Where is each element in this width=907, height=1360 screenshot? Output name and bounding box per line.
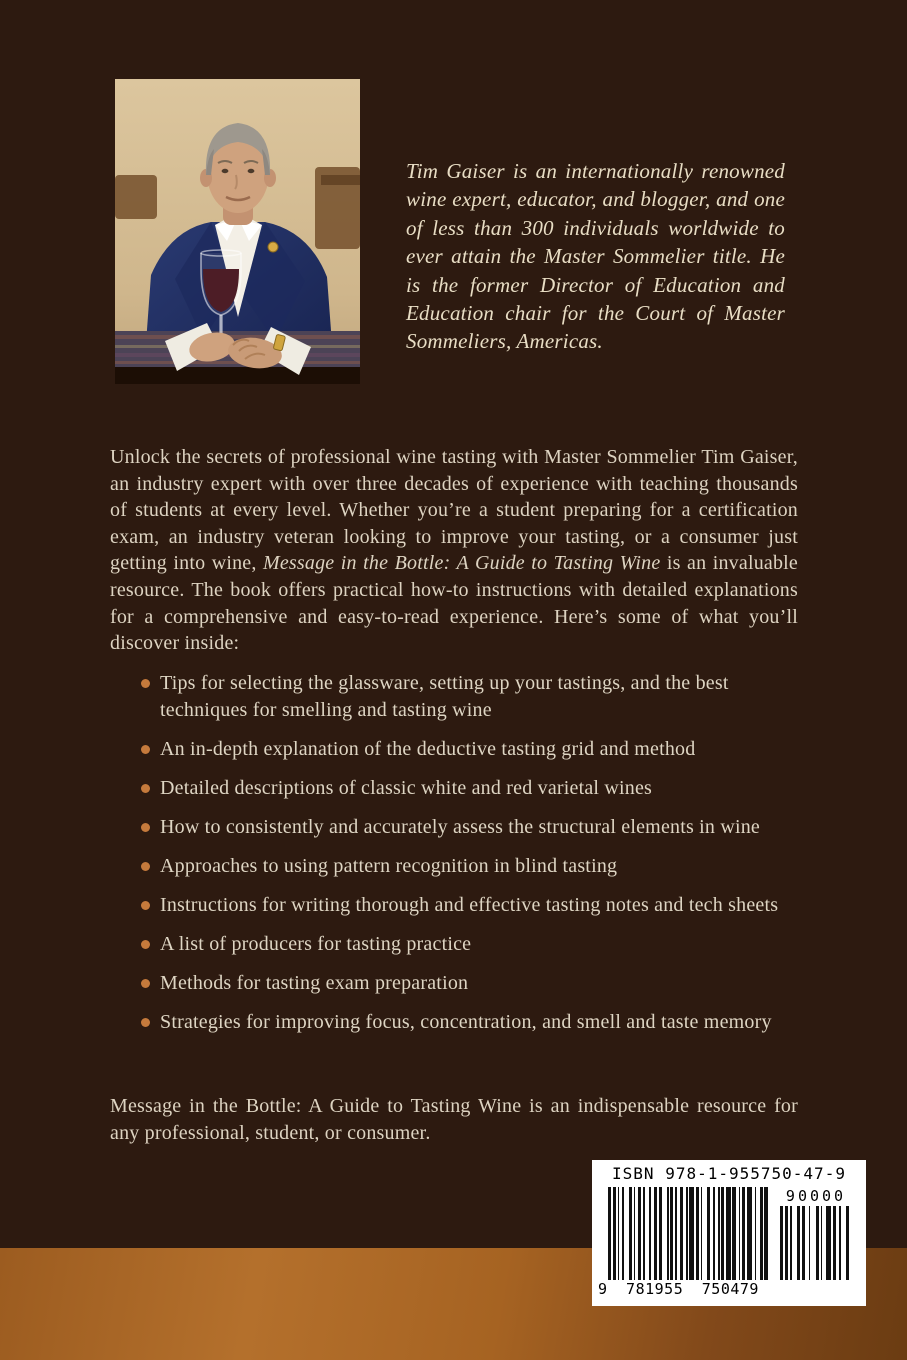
list-item-text: Methods for tasting exam preparation	[160, 972, 469, 994]
list-item-text: Instructions for writing thorough and effective tasting notes and tech sheets	[160, 894, 779, 916]
list-item	[110, 814, 805, 841]
isbn-barcode	[592, 1160, 866, 1306]
list-item-text: Strategies for improving focus, concentration, and smell and taste memory	[160, 1011, 772, 1033]
closing-statement: Message in the Bottle: A Guide to Tasting Wine is an indispensable resource for any professional, student, or consumer.	[110, 1095, 798, 1144]
barcode-addon-label: 90000	[785, 1187, 847, 1205]
bullet-icon	[141, 862, 150, 871]
list-item	[110, 775, 805, 802]
bullet-icon	[141, 901, 150, 910]
barcode-bars-addon	[780, 1206, 852, 1280]
list-item	[110, 1009, 805, 1036]
bullet-icon	[141, 1018, 150, 1027]
barcode-bars-main	[608, 1187, 768, 1280]
bullet-icon	[141, 940, 150, 949]
isbn-label: ISBN 978-1-955750-47-9	[612, 1164, 846, 1183]
barcode-digits: 9 781955 750479	[598, 1280, 759, 1298]
list-item-text: How to consistently and accurately assess the structural elements in wine	[160, 816, 760, 838]
list-item-text: Tips for selecting the glassware, setting up your tastings, and the best techniques for smelling and tasting wine	[160, 672, 729, 721]
bullet-icon	[141, 745, 150, 754]
list-item-text: A list of producers for tasting practice	[160, 933, 472, 955]
author-bio: Tim Gaiser is an internationally renowned wine expert, educator, and blogger, and one of less than 300 individuals worldwide to ever attain the Master Sommelier title. He is the former Director of Education and Education chair for the Court of Master Sommeliers, Americas.	[406, 159, 785, 354]
book-description: Unlock the secrets of professional wine tasting with Master Sommelier Tim Gaiser, an industry expert with over three decades of experience with teaching thousands of students at every level. Whether you’re a student preparing for a certification exam, an industry veteran looking to improve your tasting, or a consumer just getting into wine, Message in the Bottle: A Guide to Tasting Wine is an invaluable resource. The book offers practical how-to instructions with detailed explanations for a comprehensive and easy-to-read experience. Here’s some of what you’ll discover inside:	[110, 446, 799, 655]
author-photo	[115, 79, 360, 384]
list-item-text: Approaches to using pattern recognition in blind tasting	[160, 855, 618, 877]
bullet-icon	[141, 979, 150, 988]
bullet-icon	[141, 823, 150, 832]
list-item-text: An in-depth explanation of the deductive tasting grid and method	[160, 738, 696, 760]
bullet-icon	[141, 784, 150, 793]
list-item	[110, 736, 805, 763]
list-item	[110, 670, 805, 724]
list-item	[110, 853, 805, 880]
highlights-list	[110, 670, 805, 1048]
list-item	[110, 931, 805, 958]
author-photo-illustration	[115, 79, 360, 384]
bullet-icon	[141, 679, 150, 688]
list-item-text: Detailed descriptions of classic white and red varietal wines	[160, 777, 653, 799]
list-item	[110, 970, 805, 997]
list-item	[110, 892, 805, 919]
